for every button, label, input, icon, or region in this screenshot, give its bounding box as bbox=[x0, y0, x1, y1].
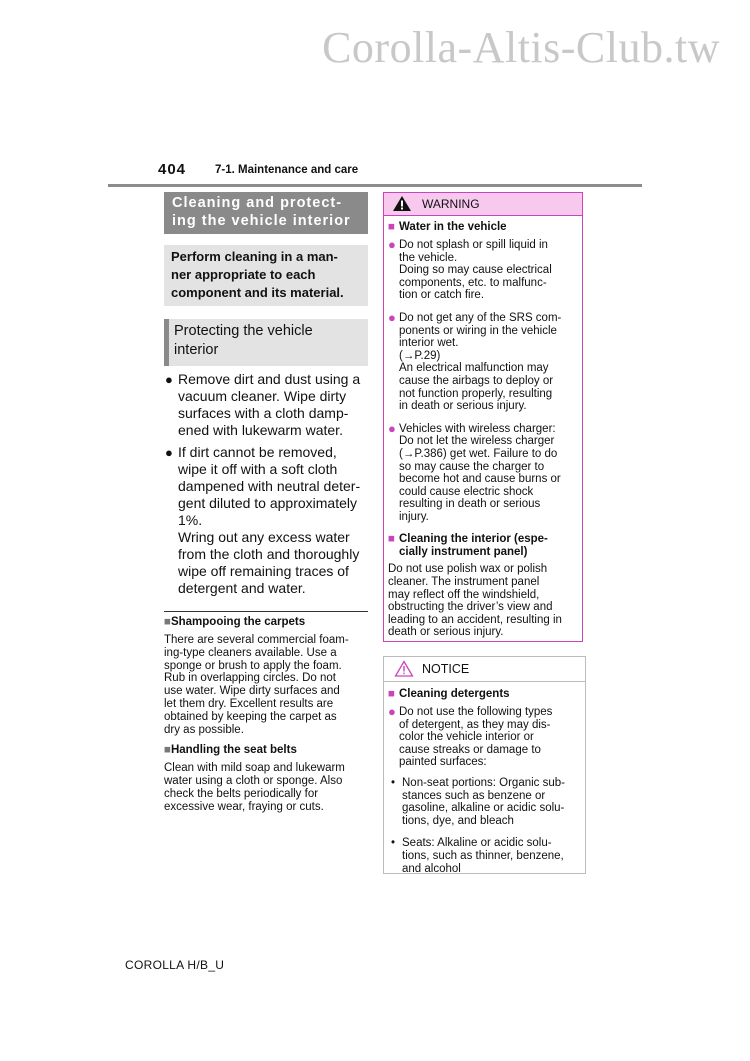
watermark: Corolla-Altis-Club.tw bbox=[322, 23, 720, 72]
warning-line: (→P.386) get wet. Failure to do bbox=[399, 447, 558, 460]
warning-line: may reflect off the windshield, bbox=[388, 588, 540, 601]
notice-label: NOTICE bbox=[422, 662, 470, 676]
notice-line: Seats: Alkaline or acidic solu- bbox=[402, 837, 552, 850]
bullet-line: If dirt cannot be removed, bbox=[178, 444, 337, 460]
note-heading-text: Handling the seat belts bbox=[170, 744, 297, 757]
note-line: let them dry. Excellent results are bbox=[164, 697, 334, 710]
bullet-line: wipe it off with a soft cloth bbox=[178, 461, 338, 477]
notice-header bbox=[384, 657, 585, 682]
bullet-line: vacuum cleaner. Wipe dirty bbox=[178, 388, 347, 404]
warning-line: injury. bbox=[399, 510, 429, 523]
notice-line: gasoline, alkaline or acidic solu- bbox=[402, 802, 565, 815]
warning-line: Do not let the wireless charger bbox=[399, 435, 555, 448]
warning-line: (→P.29) bbox=[399, 349, 441, 362]
subheading-line: interior bbox=[174, 342, 219, 358]
warning-point bbox=[388, 239, 578, 302]
bullet-dot-icon: ● bbox=[388, 237, 396, 252]
square-bullet-icon: ■ bbox=[164, 744, 171, 757]
notice-item bbox=[388, 837, 581, 875]
notice-line: cause streaks or damage to bbox=[399, 743, 541, 756]
square-bullet-icon: ■ bbox=[388, 221, 395, 233]
note-line: dry as possible. bbox=[164, 723, 244, 736]
warning-header bbox=[384, 193, 582, 216]
bullet-dot-icon: ● bbox=[165, 445, 173, 460]
left-column bbox=[164, 192, 368, 814]
warning-line: in death or serious injury. bbox=[399, 400, 527, 413]
square-bullet-icon: ■ bbox=[388, 688, 395, 700]
warning-line: cause the airbags to deploy or bbox=[399, 374, 554, 387]
bullet-line: 1%. bbox=[178, 512, 203, 528]
bullet-line: gent diluted to approximately bbox=[178, 495, 357, 511]
note-line: water using a cloth or sponge. Also bbox=[164, 775, 343, 788]
notice-line: color the vehicle interior or bbox=[399, 731, 534, 744]
bullet-line: ened with lukewarm water. bbox=[178, 422, 343, 438]
bullet-dot-icon: ● bbox=[388, 420, 396, 436]
notice-point bbox=[388, 706, 581, 769]
note-line: ing-type cleaners available. Use a bbox=[164, 646, 337, 659]
warning-point bbox=[388, 309, 578, 413]
warning-line: resulting in death or serious bbox=[399, 498, 541, 511]
notice-line: and alcohol bbox=[402, 862, 461, 875]
notice-subheading-text: Cleaning detergents bbox=[399, 688, 510, 700]
note-body bbox=[164, 762, 368, 813]
bullet-dot-icon: ● bbox=[165, 372, 173, 387]
warning-subheading bbox=[388, 533, 578, 559]
warning-line: the vehicle. bbox=[399, 251, 458, 264]
notice-line: Non-seat portions: Organic sub- bbox=[402, 776, 565, 789]
page-number: 404 bbox=[158, 161, 187, 178]
warning-line: Do not splash or spill liquid in bbox=[399, 239, 548, 251]
section-title: 7-1. Maintenance and care bbox=[215, 164, 359, 176]
note-heading bbox=[164, 615, 368, 630]
note-line: use water. Wipe dirty surfaces and bbox=[164, 685, 340, 698]
note-line: Clean with mild soap and lukewarm bbox=[164, 762, 345, 775]
square-bullet-icon: ■ bbox=[388, 533, 395, 546]
warning-line: could cause electric shock bbox=[399, 485, 534, 498]
warning-line: obstructing the driver’s view and bbox=[388, 601, 553, 614]
main-title-line: Cleaning and protect- bbox=[172, 195, 343, 211]
bullet-line: wipe off remaining traces of bbox=[178, 563, 349, 579]
notice-line: Do not use the following types bbox=[399, 706, 553, 718]
notice-line: painted surfaces: bbox=[399, 756, 487, 769]
intro-line: Perform cleaning in a man- bbox=[171, 249, 338, 264]
subheading bbox=[164, 319, 368, 366]
intro-line: ner appropriate to each bbox=[171, 267, 316, 282]
warning-line: ponents or wiring in the vehicle bbox=[399, 324, 557, 337]
divider bbox=[164, 611, 368, 612]
bullet-dot-icon: ● bbox=[388, 704, 396, 719]
bullet-item bbox=[164, 371, 368, 439]
warning-line: An electrical malfunction may bbox=[399, 362, 549, 375]
notice-subheading bbox=[388, 688, 581, 701]
intro-box bbox=[164, 245, 368, 306]
bullet-item bbox=[164, 444, 368, 597]
footer-model: COROLLA H/B_U bbox=[125, 958, 225, 972]
main-title-line: ing the vehicle interior bbox=[172, 213, 351, 229]
warning-line: interior wet. bbox=[399, 337, 459, 350]
warning-line: leading to an accident, resulting in bbox=[388, 613, 562, 626]
notice-line: tions, such as thinner, benzene, bbox=[402, 849, 564, 862]
bullet-line: surfaces with a cloth damp- bbox=[178, 405, 349, 421]
notice-line: tions, dye, and bleach bbox=[402, 814, 514, 827]
note-heading bbox=[164, 743, 368, 758]
warning-line: not function properly, resulting bbox=[399, 387, 553, 400]
warning-line: become hot and cause burns or bbox=[399, 473, 561, 486]
bullet-list bbox=[164, 371, 368, 597]
bullet-line: detergent and water. bbox=[178, 580, 306, 596]
warning-line: Do not get any of the SRS com- bbox=[399, 311, 562, 324]
warning-triangle-icon bbox=[392, 195, 412, 215]
square-bullet-icon: ■ bbox=[164, 616, 171, 628]
warning-line: so may cause the charger to bbox=[399, 460, 545, 473]
subheading-line: Protecting the vehicle bbox=[174, 323, 313, 339]
bullet-line: dampened with neutral deter- bbox=[178, 478, 361, 494]
small-bullet-icon: • bbox=[391, 837, 396, 850]
warning-line: Vehicles with wireless charger: bbox=[399, 422, 556, 435]
warning-subheading-line: cially instrument panel) bbox=[399, 546, 528, 559]
warning-line: components, etc. to malfunc- bbox=[399, 276, 547, 289]
warning-subheading-line: Cleaning the interior (espe- bbox=[399, 533, 548, 546]
warning-line: tion or catch fire. bbox=[399, 289, 485, 302]
page-header bbox=[108, 160, 642, 187]
note-line: There are several commercial foam- bbox=[164, 634, 349, 646]
bullet-line: Remove dirt and dust using a bbox=[178, 371, 361, 387]
warning-subheading-text: Water in the vehicle bbox=[399, 221, 507, 233]
bullet-dot-icon: ● bbox=[388, 309, 396, 325]
warning-line: Do not use polish wax or polish bbox=[388, 563, 548, 576]
notice-triangle-icon bbox=[394, 660, 414, 680]
main-title bbox=[164, 192, 368, 234]
note-heading-text: Shampooing the carpets bbox=[170, 616, 306, 628]
warning-label: WARNING bbox=[422, 197, 480, 211]
note-line: check the belts periodically for bbox=[164, 787, 319, 800]
notice-line: stances such as benzene or bbox=[402, 789, 546, 802]
note-body bbox=[164, 634, 368, 736]
bullet-line: from the cloth and thoroughly bbox=[178, 546, 360, 562]
warning-box bbox=[383, 192, 583, 642]
warning-paragraph bbox=[388, 563, 578, 639]
warning-line: death or serious injury. bbox=[388, 626, 504, 639]
notice-box bbox=[383, 656, 586, 874]
warning-line: cleaner. The instrument panel bbox=[388, 576, 540, 589]
note-line: sponge or brush to apply the foam. bbox=[164, 659, 342, 672]
notice-item bbox=[388, 777, 581, 827]
note-line: Rub in overlapping circles. Do not bbox=[164, 672, 336, 685]
intro-line: component and its material. bbox=[171, 285, 344, 300]
warning-point bbox=[388, 420, 578, 524]
notice-line: of detergent, as they may dis- bbox=[399, 718, 551, 731]
warning-line: Doing so may cause electrical bbox=[399, 264, 552, 277]
note-line: excessive wear, fraying or cuts. bbox=[164, 800, 324, 813]
note-line: obtained by keeping the carpet as bbox=[164, 710, 337, 723]
small-bullet-icon: • bbox=[391, 776, 396, 789]
bullet-line: Wring out any excess water bbox=[178, 529, 350, 545]
warning-subheading bbox=[388, 221, 578, 234]
